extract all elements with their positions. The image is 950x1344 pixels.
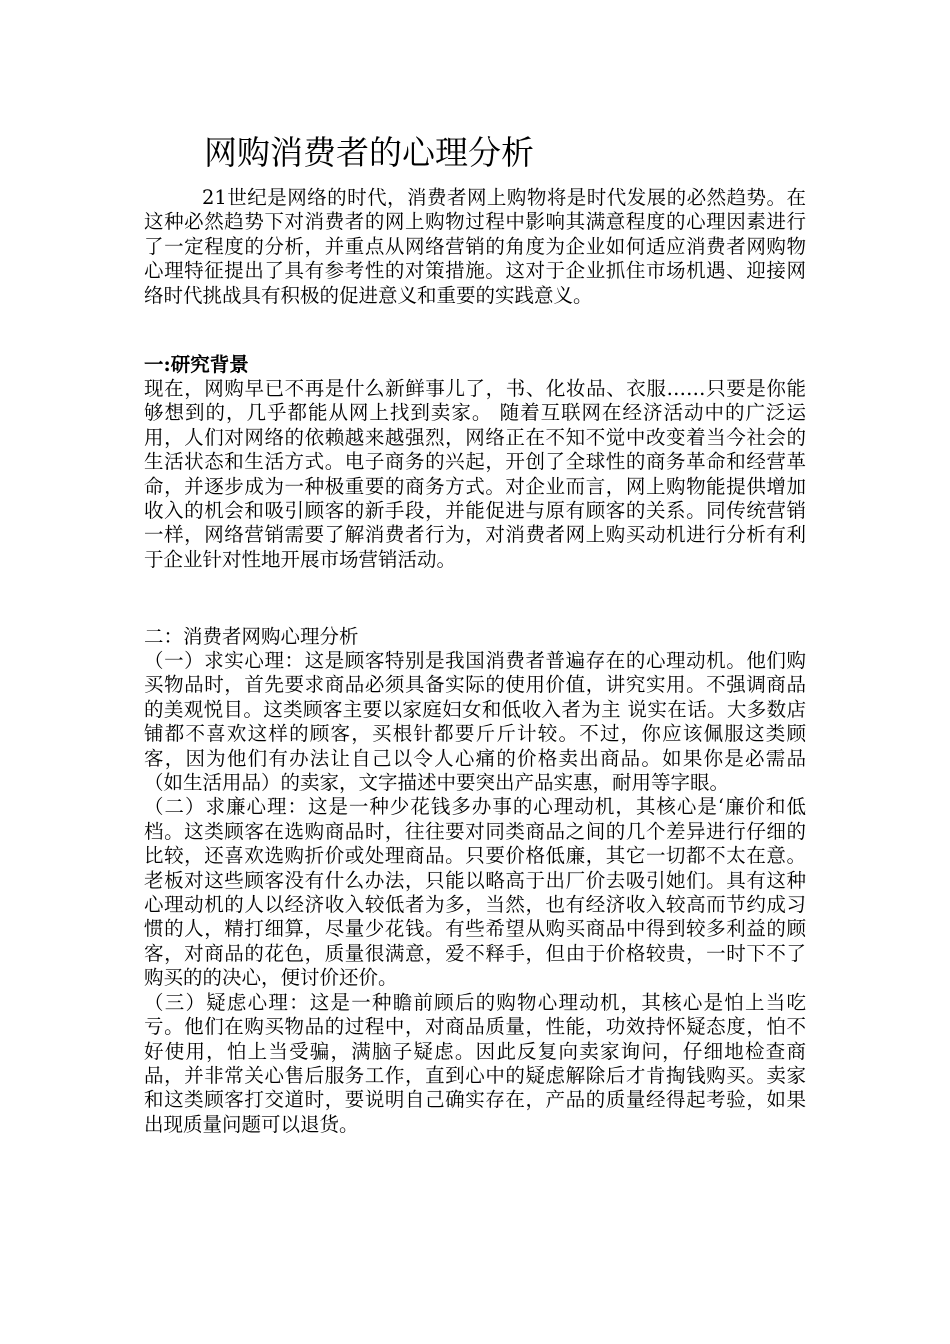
intro-paragraph: 21世纪是网络的时代，消费者网上购物将是时代发展的必然趋势。在这种必然趋势下对消费者的网上购物过程中影响其满意程度的心理因素进行了一定程度的分析，并重点从网络营销的角度为企业如何适应消费者网购物心理特征提出了具有参考性的对策措施。这对于企业抓住市场机遇、迎接网络时代挑战具有积极的促进意义和重要的实践意义。 [144,186,806,307]
section2-heading: 二：消费者网购心理分析 [144,625,359,648]
document-title: 网购消费者的心理分析 [204,133,534,172]
section1-heading: 一:研究背景 [144,353,249,376]
section2-paragraph-2: （二）求廉心理：这是一种少花钱多办事的心理动机，其核心是‘廉价和低档。这类顾客在选购商品时，往往要对同类商品之间的几个差异进行仔细的比较，还喜欢选购折价或处理商品。只要价格低廉，其它一切都不太在意。 老板对这些顾客没有什么办法，只能以略高于出厂价去吸引她们。具有这种心理动机的人以经济收入较低者为多，当然，也有经济收入较高而节约成习惯的人，精打细算，尽量少花钱。有些希望从购买商品中得到较多利益的顾客，对商品的花色，质量很满意，爱不释手，但由于价格较贵，一时下不了购买的的决心，便讨价还价。 [144,795,806,990]
page-content [144,0,806,1344]
section2-paragraph-3: （三）疑虑心理：这是一种瞻前顾后的购物心理动机，其核心是怕上当吃亏。他们在购买物品的过程中，对商品质量，性能，功效持怀疑态度，怕不好使用，怕上当受骗，满脑子疑虑。因此反复向卖家询问，仔细地检查商品，并非常关心售后服务工作，直到心中的疑虑解除后才肯掏钱购买。卖家和这类顾客打交道时，要说明自己确实存在，产品的质量经得起考验，如果出现质量问题可以退货。 [144,990,806,1136]
section1-body: 现在，网购早已不再是什么新鲜事儿了，书、化妆品、衣服……只要是你能够想到的，几乎都能从网上找到卖家。 随着互联网在经济活动中的广泛运用，人们对网络的依赖越来越强烈，网络正在不知不觉中改变着当今社会的生活状态和生活方式。电子商务的兴起，开创了全球性的商务革命和经营革命，并逐步成为一种极重要的商务方式。对企业而言，网上购物能提供增加收入的机会和吸引顾客的新手段，并能促进与原有顾客的关系。同传统营销一样，网络营销需要了解消费者行为，对消费者网上购买动机进行分析有利于企业针对性地开展市场营销活动。 [144,377,806,571]
section2-body [144,649,806,1137]
section2-paragraph-1: （一）求实心理：这是顾客特别是我国消费者普遍存在的心理动机。他们购买物品时，首先要求商品必须具备实际的使用价值，讲究实用。不强调商品的美观悦目。这类顾客主要以家庭妇女和低收入者为主 说实在话。大多数店铺都不喜欢这样的顾客，买根针都要斤斤计较。不过，你应该佩服这类顾客，因为他们有办法让自己以令人心痛的价格卖出商品。如果你是必需品（如生活用品）的卖家，文字描述中要突出产品实惠，耐用等字眼。 [144,649,806,795]
